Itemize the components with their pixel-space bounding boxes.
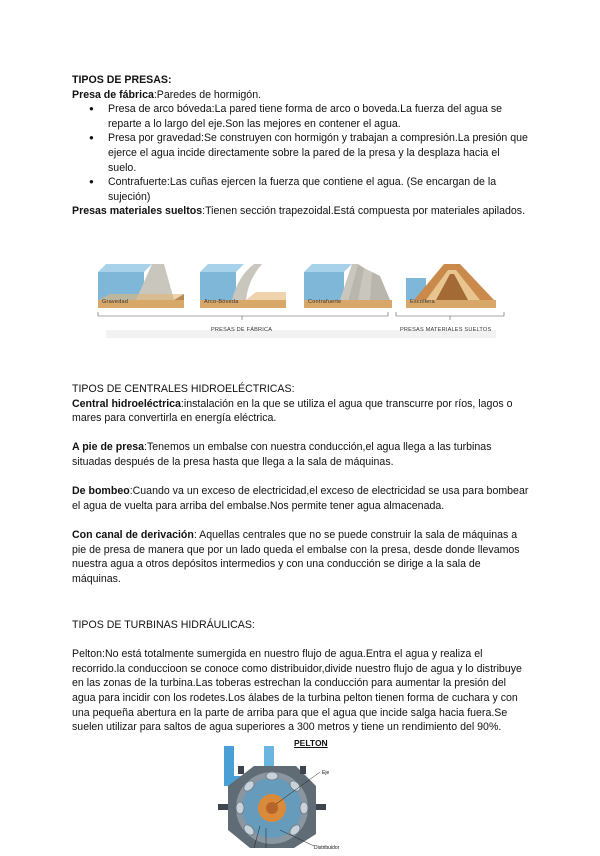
section-turbinas <box>72 618 530 735</box>
dam-tag: Arco-Bóveda <box>204 299 239 305</box>
pelton-turbine-diagram <box>210 746 350 848</box>
presa-types-list <box>72 102 530 204</box>
section-centrales <box>72 382 530 586</box>
list-item: ● Presa por gravedad:Se construyen con hormigón y trabajan a compresión.La presión que ejerce el agua incide directamente sobre la pared de la presa y la desplaza hacia el suelo. <box>72 131 530 175</box>
dam-tag: Contrafuerte <box>308 299 342 305</box>
group-brackets <box>98 312 504 320</box>
pelton-figure-title: PELTON <box>294 738 328 748</box>
presa-fabrica-label: Presa de fábrica <box>72 88 154 101</box>
group-label-sueltos: PRESAS MATERIALES SUELTOS <box>400 327 492 333</box>
dam-types-figure <box>96 250 506 340</box>
presa-fabrica-paragraph: Presa de fábrica:Paredes de hormigón. <box>72 88 262 101</box>
turbinas-heading: TIPOS DE TURBINAS HIDRÁULICAS: <box>72 619 255 631</box>
centrales-heading: TIPOS DE CENTRALES HIDROELÉCTRICAS: <box>72 383 295 395</box>
central-paragraph: Central hidroeléctrica:instalación en la que se utiliza el agua que transcurre por ríos, lagos o mares para convertirla en energía eléctrica. <box>72 397 513 425</box>
pelton-figure <box>210 746 350 851</box>
group-label-fabrica: PRESAS DE FÁBRICA <box>211 327 273 333</box>
bombeo-paragraph: De bombeo:Cuando va un exceso de electricidad,el exceso de electricidad se usa para bombear el agua de vuelta para arriba del embalse.Nos permite tener agua almacenada. <box>72 485 529 512</box>
presas-heading: TIPOS DE PRESAS: <box>72 74 172 86</box>
dam-tag: Gravedad <box>102 299 129 305</box>
presa-sueltos-label: Presas materiales sueltos <box>72 205 203 218</box>
section-presas <box>72 73 530 219</box>
dam-tag: Escollera <box>410 299 435 305</box>
list-item: ● Contrafuerte:Las cuñas ejercen la fuerza que contiene el agua. (Se encargan de la sujeción) <box>72 175 530 204</box>
list-item: ● Presa de arco bóveda:La pared tiene forma de arco o boveda.La fuerza del agua se reparte a lo largo del eje.Son las mejores en contener el agua. <box>72 102 530 131</box>
pelton-tag-distribuidor: Distribuidor <box>314 845 340 851</box>
pie-de-presa-paragraph: A pie de presa:Tenemos un embalse con nuestra conducción,el agua llega a las turbinas situadas después de la presa hasta que llega a la sala de máquinas. <box>72 441 492 468</box>
canal-derivacion-paragraph: Con canal de derivación: Aquellas centrales que no se puede construir la sala de máquinas a pie de presa de manera que por un lado queda el embalse con la presa, desde donde llevamos nuestra agua a otros depósitos intermedios y con una conducción se dirige a la sala de máquinas. <box>72 528 520 585</box>
presa-sueltos-paragraph: Presas materiales sueltos:Tienen sección trapezoidal.Está compuesta por materiales apilados. <box>72 205 526 218</box>
pelton-paragraph: Pelton:No está totalmente sumergida en nuestro flujo de agua.Entra el agua y realiza el recorrido.la conduccioon se conoce como distribuidor,divide nuestro flujo de agua y lo distribuye en las zonas de la turbina.Las toberas estrechan la conducción para aumentar la presión del agua para incidir con los rodetes.Los álabes de la turbina pelton tienen forma de cuchara y con una pequeña abertura en la parte de arriba para que el agua que incide salga hacia fuera.Se suelen utilizar para saltos de agua superiores a 300 metros y tiene un rendimiento del 90%. <box>72 648 522 734</box>
pelton-tag-eje: Eje <box>322 770 330 776</box>
